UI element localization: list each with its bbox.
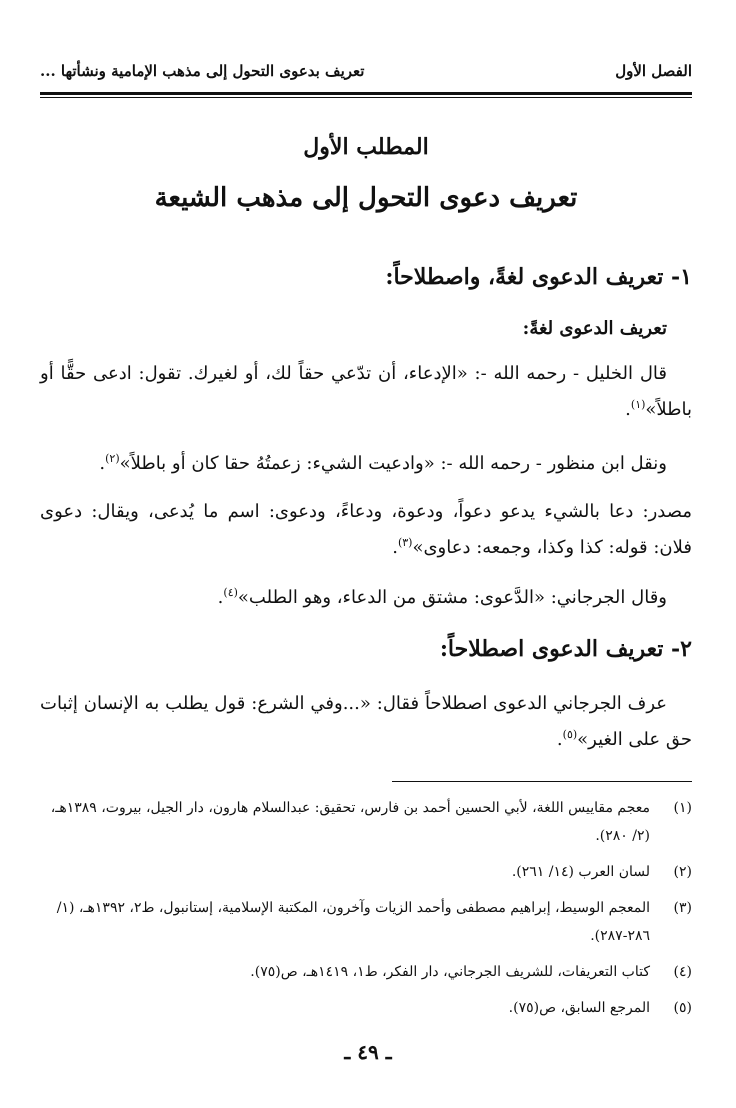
footnote-item bbox=[40, 794, 692, 850]
footnote-text: المعجم الوسيط، إبراهيم مصطفى وأحمد الزيات وآخرون، المكتبة الإسلامية، إستانبول، ط٢، ١٣٩٢هـ، (١/ ٢٨٦-٢٨٧). bbox=[56, 900, 650, 944]
footnote-text: المرجع السابق، ص(٧٥). bbox=[508, 1000, 650, 1016]
chapter-label: الفصل الأول bbox=[615, 62, 692, 80]
section-title: المطلب الأول bbox=[303, 134, 429, 160]
footnote-number: (٣) bbox=[673, 900, 692, 916]
footnote-ref-2: (٢) bbox=[105, 452, 120, 465]
footnote-ref-3: (٣) bbox=[397, 536, 413, 549]
footnote-number: (١) bbox=[673, 800, 692, 816]
footnote-number: (٤) bbox=[673, 964, 692, 980]
footnote-divider bbox=[392, 781, 692, 782]
footnote-text: كتاب التعريفات، للشريف الجرجاني، دار الفكر، ط١، ١٤١٩هـ، ص(٧٥). bbox=[250, 964, 650, 980]
part1-heading: ١- تعريف الدعوى لغةً، واصطلاحاً: bbox=[385, 264, 692, 290]
paragraph-jurjani-text: وقال الجرجاني: «الدَّعوى: مشتق من الدعاء، وهو الطلب» bbox=[237, 587, 667, 608]
footnotes-list bbox=[40, 794, 692, 1030]
paragraph-masdar-text: مصدر: دعا بالشيء يدعو دعواً، ودعوة، ودعاءً، ودعوى: اسم ما يُدعى، ويقال: دعوى فلان: قوله: كذا وكذا، وجمعه: دعاوى» bbox=[40, 501, 692, 558]
main-title: تعريف دعوى التحول إلى مذهب الشيعة bbox=[154, 183, 578, 213]
header-divider-thin bbox=[40, 97, 692, 98]
paragraph-jurjani: وقال الجرجاني: «الدَّعوى: مشتق من الدعاء، وهو الطلب»$^{(٤)}$. bbox=[217, 586, 667, 608]
footnote-number: (٢) bbox=[673, 864, 692, 880]
paragraph-khalil: قال الخليل - رحمه الله -: «الإدعاء، أن تدّعي حقاً لك، أو لغيرك. تقول: ادعى حقًّا أو باطلاً»$^{(١)}$. bbox=[40, 363, 692, 420]
footnote-text: معجم مقاييس اللغة، لأبي الحسين أحمد بن فارس، تحقيق: عبدالسلام هارون، دار الجيل، بيروت، ١٣٨٩هـ، (٢/ ٢٨٠). bbox=[50, 800, 650, 844]
paragraph-ibn-manzur: ونقل ابن منظور - رحمه الله -: «وادعيت الشيء: زعمتُهُ حقا كان أو باطلاً»$^{(٢)}$. bbox=[99, 452, 667, 474]
part2-heading: ٢- تعريف الدعوى اصطلاحاً: bbox=[439, 636, 692, 662]
paragraph-definition-text: عرف الجرجاني الدعوى اصطلاحاً فقال: «...وفي الشرع: قول يطلب به الإنسان إثبات حق على الغير» bbox=[40, 693, 692, 750]
footnote-ref-4: (٤) bbox=[223, 586, 238, 599]
footnote-item bbox=[40, 858, 692, 886]
footnote-item bbox=[40, 958, 692, 986]
footnote-number: (٥) bbox=[673, 1000, 692, 1016]
footnote-item bbox=[40, 994, 692, 1022]
footnote-ref-5: (٥) bbox=[562, 728, 578, 741]
paragraph-definition: عرف الجرجاني الدعوى اصطلاحاً فقال: «...وفي الشرع: قول يطلب به الإنسان إثبات حق على الغير»$^{(٥)}$. bbox=[40, 693, 692, 750]
header-divider-thick bbox=[40, 92, 692, 95]
page-number: ـ ٤٩ ـ bbox=[344, 1040, 392, 1064]
footnote-text: لسان العرب (١٤/ ٢٦١). bbox=[511, 864, 650, 880]
paragraph-masdar: مصدر: دعا بالشيء يدعو دعواً، ودعوة، ودعاءً، ودعوى: اسم ما يُدعى، ويقال: دعوى فلان: قوله: كذا وكذا، وجمعه: دعاوى»$^{(٣)}$. bbox=[40, 501, 692, 558]
part1-subheading: تعريف الدعوى لغةً: bbox=[522, 318, 667, 339]
running-header bbox=[40, 62, 692, 86]
paragraph-khalil-text: قال الخليل - رحمه الله -: «الإدعاء، أن تدّعي حقاً لك، أو لغيرك. تقول: ادعى حقًّا أو باطلاً» bbox=[40, 363, 692, 420]
footnote-item bbox=[40, 894, 692, 950]
book-title: تعريف بدعوى التحول إلى مذهب الإمامية ونشأتها ... bbox=[40, 62, 365, 80]
paragraph-ibn-manzur-text: ونقل ابن منظور - رحمه الله -: «وادعيت الشيء: زعمتُهُ حقا كان أو باطلاً» bbox=[119, 453, 667, 474]
footnote-ref-1: (١) bbox=[630, 398, 646, 411]
